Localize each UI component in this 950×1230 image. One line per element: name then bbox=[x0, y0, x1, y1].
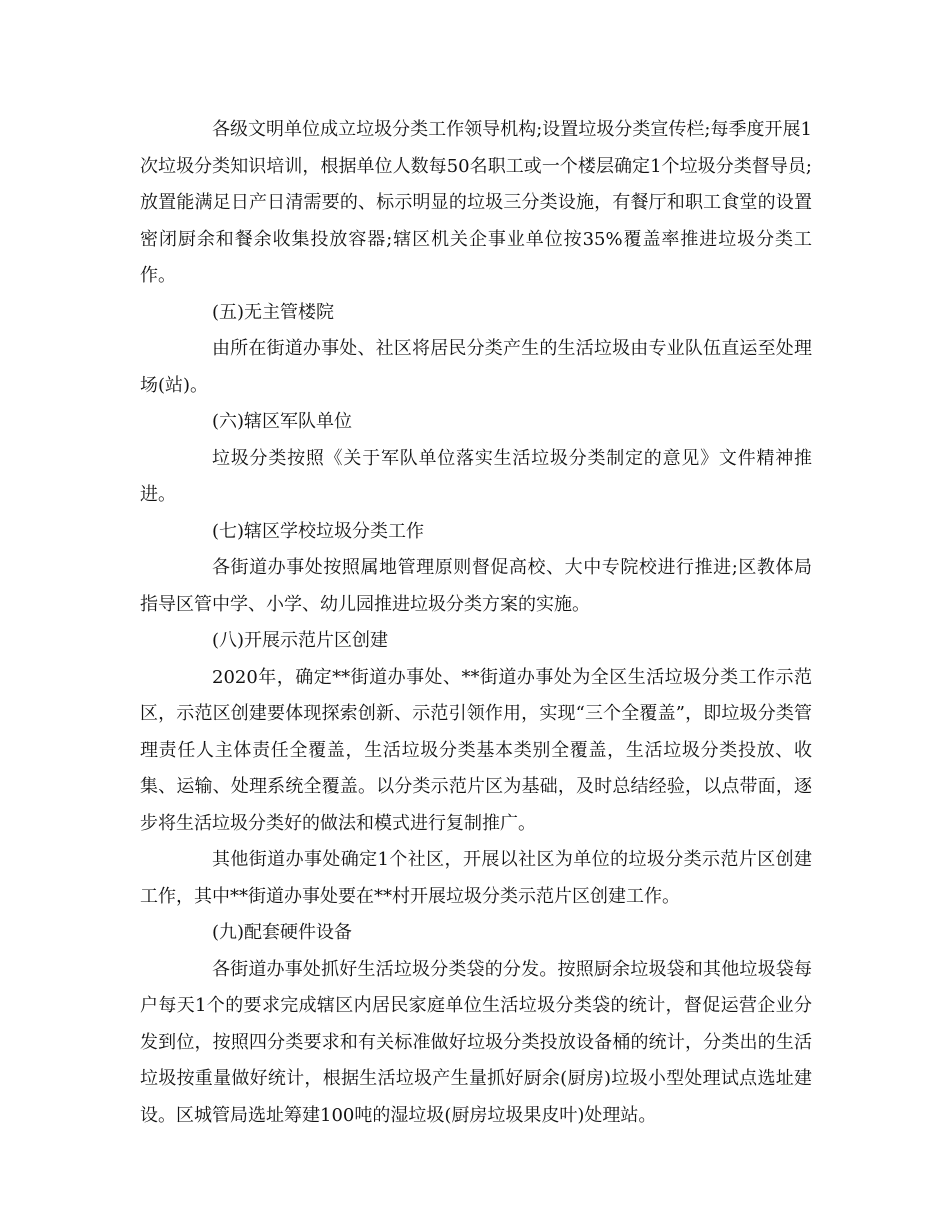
section-heading-7: (七)辖区学校垃圾分类工作 bbox=[212, 520, 425, 542]
paragraph-military-units: 垃圾分类按照《关于军队单位落实生活垃圾分类制定的意见》文件精神推进。 bbox=[140, 447, 812, 505]
paragraph-schools: 各街道办事处按照属地管理原则督促高校、大中专院校进行推进;区教体局指导区管中学、小学、幼儿园推进垃圾分类方案的实施。 bbox=[140, 557, 812, 615]
section-heading-5: (五)无主管楼院 bbox=[212, 301, 335, 323]
paragraph-unmanaged-compounds: 由所在街道办事处、社区将居民分类产生的生活垃圾由专业队伍直运至处理场(站)。 bbox=[140, 338, 812, 396]
section-heading-8: (八)开展示范片区创建 bbox=[212, 630, 389, 651]
section-heading-6: (六)辖区军队单位 bbox=[212, 411, 353, 432]
section-heading-9: (九)配套硬件设备 bbox=[212, 922, 353, 943]
paragraph-demonstration-area: 2020年，确定**街道办事处、**街道办事处为全区生活垃圾分类工作示范区，示范区创建要体现探索创新、示范引领作用，实现“三个全覆盖”，即垃圾分类管理责任人主体责任全覆盖，生活垃圾分类基本类别全覆盖，生活垃圾分类投放、收集、运输、处理系统全覆盖。以分类示范片区为基础，及时总结经验，以点带面，逐步将生活垃圾分类好的做法和模式进行复制推广。 bbox=[140, 666, 812, 834]
paragraph-other-streets: 其他街道办事处确定1个社区，开展以社区为单位的垃圾分类示范片区创建工作，其中**街道办事处要在**村开展垃圾分类示范片区创建工作。 bbox=[140, 849, 812, 907]
document-body bbox=[140, 112, 812, 1134]
paragraph-civilized-units: 各级文明单位成立垃圾分类工作领导机构;设置垃圾分类宣传栏;每季度开展1次垃圾分类知识培训，根据单位人数每50名职工或一个楼层确定1个垃圾分类督导员;放置能满足日产日清需要的、标示明显的垃圾三分类设施，有餐厅和职工食堂的设置密闭厨余和餐余收集投放容器;辖区机关企事业单位按35%覆盖率推进垃圾分类工作。 bbox=[140, 119, 812, 286]
paragraph-hardware: 各街道办事处抓好生活垃圾分类袋的分发。按照厨余垃圾袋和其他垃圾袋每户每天1个的要求完成辖区内居民家庭单位生活垃圾分类袋的统计，督促运营企业分发到位，按照四分类要求和有关标准做好垃圾分类投放设备桶的统计，分类出的生活垃圾按重量做好统计，根据生活垃圾产生量抓好厨余(厨房)垃圾小型处理试点选址建设。区城管局选址筹建100吨的湿垃圾(厨房垃圾果皮叶)处理站。 bbox=[140, 958, 812, 1126]
